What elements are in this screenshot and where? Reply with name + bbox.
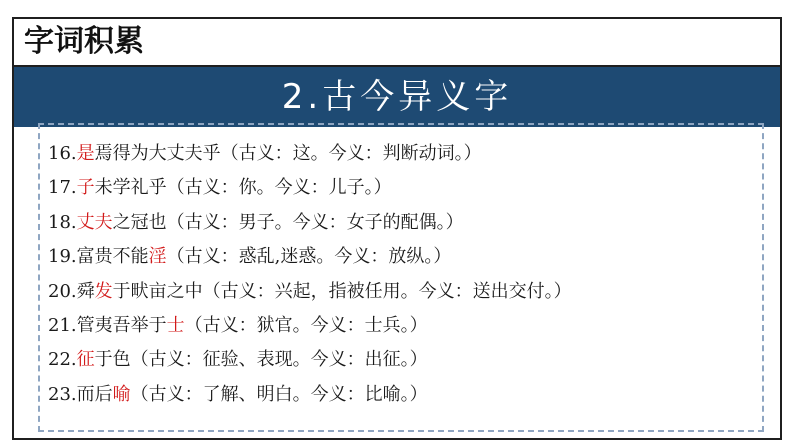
entry-highlight: 士 xyxy=(166,314,185,336)
entry-text-after: 于畎亩之中（古义：兴起，指被任用。今义：送出交付。） xyxy=(112,280,572,302)
entry-text-after: 之冠也（古义：男子。今义：女子的配偶。） xyxy=(112,211,464,233)
entry-text-after: 于色（古义：征验、表现。今义：出征。） xyxy=(94,349,428,371)
entry-text-after: （古义：了解、明白。今义：比喻。） xyxy=(130,383,428,405)
list-item xyxy=(48,137,572,171)
entry-text-after: 未学礼乎（古义：你。今义：儿子。） xyxy=(94,177,392,199)
entry-highlight: 丈夫 xyxy=(76,211,113,233)
section-banner xyxy=(14,67,780,127)
entry-highlight: 征 xyxy=(76,349,95,371)
banner-title: 2.古今异义字 xyxy=(281,77,513,117)
entry-number: 23. xyxy=(48,383,77,405)
entry-highlight: 发 xyxy=(94,280,113,302)
entry-text-before: 舜 xyxy=(76,280,95,302)
list-item xyxy=(48,206,572,240)
entry-highlight: 淫 xyxy=(148,246,167,268)
entry-list-box xyxy=(38,123,764,432)
entry-text-before: 管夷吾举于 xyxy=(76,314,167,336)
entry-text-after: 焉得为大丈夫乎（古义：这。今义：判断动词。） xyxy=(94,143,482,164)
entry-number: 16. xyxy=(48,143,77,164)
entry-highlight: 子 xyxy=(76,177,95,199)
entry-number: 20. xyxy=(48,280,77,302)
header-bar xyxy=(14,19,780,67)
entry-number: 19. xyxy=(48,246,77,268)
entry-number: 22. xyxy=(48,349,77,371)
entry-list xyxy=(48,137,572,412)
entry-text-after: （古义：惑乱,迷惑。今义：放纵。） xyxy=(166,246,452,268)
entry-highlight: 喻 xyxy=(112,383,131,405)
list-item xyxy=(48,275,572,309)
list-item xyxy=(48,240,572,274)
entry-text-before: 富贵不能 xyxy=(76,246,149,268)
slide-frame xyxy=(12,17,782,440)
entry-number: 17. xyxy=(48,177,77,199)
entry-text-after: （古义：狱官。今义：士兵。） xyxy=(184,314,428,336)
list-item xyxy=(48,343,572,377)
list-item xyxy=(48,171,572,205)
list-item xyxy=(48,309,572,343)
page-title: 字词积累 xyxy=(24,24,144,59)
entry-text-before: 而后 xyxy=(76,383,113,405)
entry-number: 21. xyxy=(48,314,77,336)
entry-highlight: 是 xyxy=(76,143,95,164)
list-item xyxy=(48,378,572,412)
entry-number: 18. xyxy=(48,211,77,233)
